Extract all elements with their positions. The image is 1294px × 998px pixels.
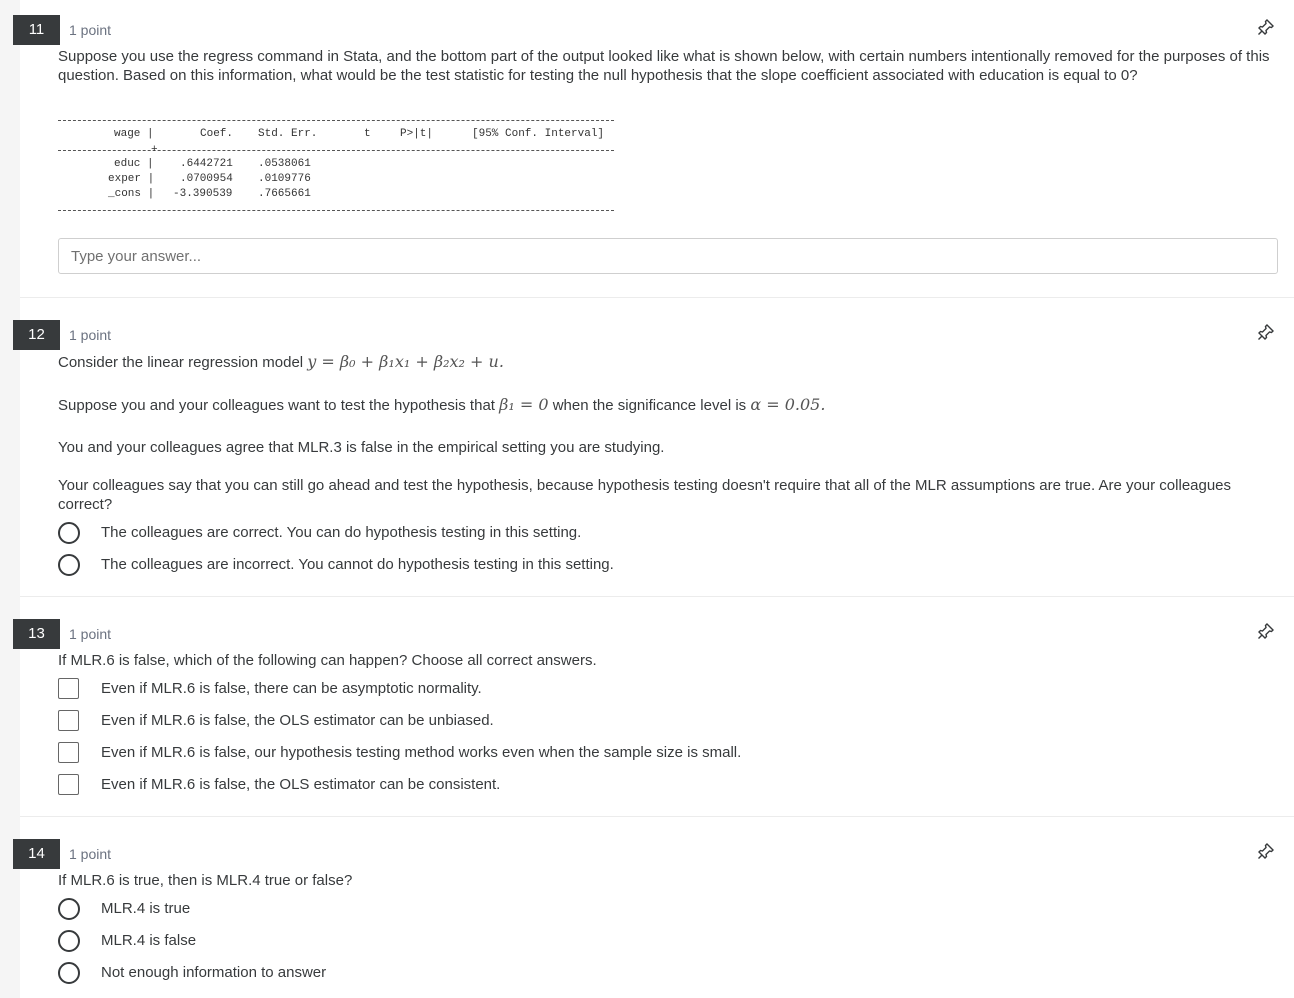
radio-button[interactable] — [58, 522, 80, 544]
hypothesis-text: Suppose you and your colleagues want to test the hypothesis that — [58, 397, 500, 414]
table-header-p: P>|t| — [400, 128, 434, 140]
radio-button[interactable] — [58, 898, 80, 920]
radio-button[interactable] — [58, 930, 80, 952]
table-row-coef: .6442721 — [180, 158, 233, 170]
table-row-se: .7665661 — [258, 188, 311, 200]
table-header-wage: wage | — [114, 128, 154, 140]
radio-option[interactable] — [58, 898, 958, 920]
table-row-coef: -3.390539 — [173, 188, 233, 200]
option-label: Even if MLR.6 is false, the OLS estimator can be unbiased. — [101, 712, 494, 729]
table-header-t: t — [364, 128, 371, 140]
question-points-12: 1 point — [69, 327, 112, 343]
pin-icon[interactable] — [1257, 842, 1275, 860]
option-label: The colleagues are correct. You can do hypothesis testing in this setting. — [101, 524, 582, 541]
question-divider — [20, 297, 1294, 298]
checkbox-option[interactable] — [58, 678, 958, 700]
question-number-12: 12 — [13, 320, 60, 350]
table-row-se: .0538061 — [258, 158, 311, 170]
checkbox[interactable] — [58, 742, 79, 763]
radio-option[interactable] — [58, 522, 958, 544]
model-text: Consider the linear regression model — [58, 354, 308, 371]
option-label: Even if MLR.6 is false, there can be asymptotic normality. — [101, 680, 482, 697]
table-row-var: _cons | — [108, 188, 155, 200]
pin-icon[interactable] — [1257, 18, 1275, 36]
checkbox-option[interactable] — [58, 774, 958, 796]
radio-button[interactable] — [58, 554, 80, 576]
question-divider — [20, 596, 1294, 597]
option-label: MLR.4 is false — [101, 932, 197, 949]
radio-option[interactable] — [58, 962, 958, 984]
question-points-13: 1 point — [69, 626, 112, 642]
question-prompt-13: If MLR.6 is false, which of the following can happen? Choose all correct answers. — [58, 652, 597, 669]
option-label: Not enough information to answer — [101, 964, 327, 981]
question-line-model — [58, 352, 1280, 372]
radio-option[interactable] — [58, 930, 958, 952]
model-equation: y = β₀ + β₁x₁ + β₂x₂ + u. — [307, 352, 504, 371]
table-row-var: educ | — [114, 158, 154, 170]
question-points-14: 1 point — [69, 846, 112, 862]
radio-option[interactable] — [58, 554, 958, 576]
significance-text: when the significance level is — [548, 397, 751, 414]
pin-icon[interactable] — [1257, 622, 1275, 640]
table-header-coef: Coef. — [200, 128, 234, 140]
answer-input[interactable] — [58, 238, 1278, 274]
option-label: Even if MLR.6 is false, our hypothesis testing method works even when the sample size is small. — [101, 744, 742, 761]
checkbox-option[interactable] — [58, 742, 958, 764]
checkbox[interactable] — [58, 774, 79, 795]
question-number-13: 13 — [13, 619, 60, 649]
table-rule-bottom — [58, 210, 614, 211]
significance-equation: α = 0.05. — [750, 395, 826, 414]
table-rule-mid — [58, 150, 614, 151]
option-label: The colleagues are incorrect. You cannot do hypothesis testing in this setting. — [101, 556, 614, 573]
table-row-se: .0109776 — [258, 173, 311, 185]
question-number-14: 14 — [13, 839, 60, 869]
option-label: MLR.4 is true — [101, 900, 191, 917]
question-divider — [20, 816, 1294, 817]
question-prompt-11: Suppose you use the regress command in Stata, and the bottom part of the output looked like what is shown below, with certain numbers intentionally removed for the purposes of this question. Based on this information, what would be the test statistic for testing the null hypothesis that the slope coefficient associated with education is equal to 0? — [58, 48, 1270, 84]
radio-button[interactable] — [58, 962, 80, 984]
option-label: Even if MLR.6 is false, the OLS estimator can be consistent. — [101, 776, 501, 793]
checkbox-option[interactable] — [58, 710, 958, 732]
question-prompt-14: If MLR.6 is true, then is MLR.4 true or false? — [58, 872, 353, 889]
question-line-mlr3: You and your colleagues agree that MLR.3 is false in the empirical setting you are studying. — [58, 439, 665, 456]
checkbox[interactable] — [58, 678, 79, 699]
table-rule-cross: + — [151, 144, 158, 156]
table-row-coef: .0700954 — [180, 173, 233, 185]
table-row-var: exper | — [108, 173, 155, 185]
hypothesis-equation: β₁ = 0 — [499, 395, 549, 414]
table-header-stderr: Std. Err. — [258, 128, 318, 140]
table-rule-top — [58, 120, 614, 121]
checkbox[interactable] — [58, 710, 79, 731]
question-line-colleagues: Your colleagues say that you can still go ahead and test the hypothesis, because hypothesis testing doesn't require that all of the MLR assumptions are true. Are your colleagues correct? — [58, 477, 1232, 513]
question-number-11: 11 — [13, 15, 60, 45]
pin-icon[interactable] — [1257, 323, 1275, 341]
question-line-hypothesis — [58, 395, 1280, 415]
question-points-11: 1 point — [69, 22, 112, 38]
table-header-ci: [95% Conf. Interval] — [472, 128, 605, 140]
